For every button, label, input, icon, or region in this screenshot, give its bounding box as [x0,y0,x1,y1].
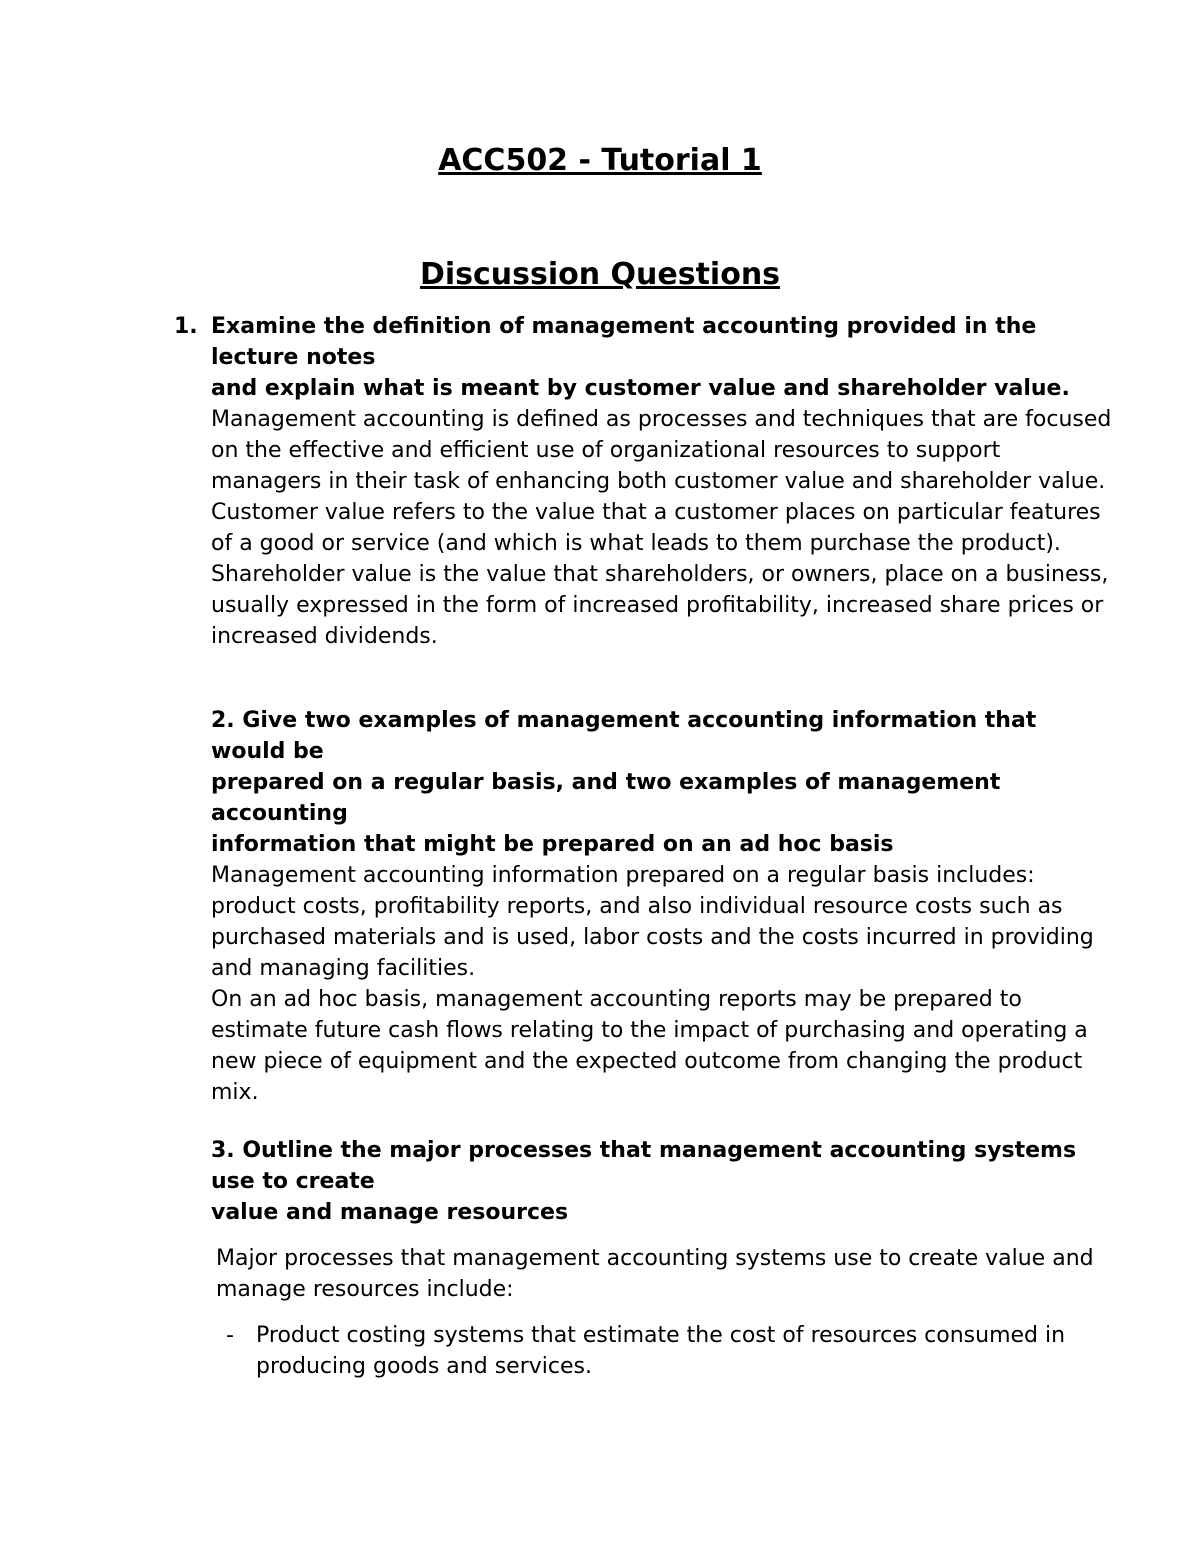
answer-line: Management accounting is defined as processes and techniques that are focused [211,407,1112,432]
question-1-text [211,311,1111,404]
answer-line: Major processes that management accounting systems use to create value and [216,1246,1094,1271]
answer-line: usually expressed in the form of increased profitability, increased share prices or [211,593,1104,618]
question-line: 3. Outline the major processes that management accounting systems [211,1138,1077,1163]
answer-line: mix. [211,1080,259,1105]
answer-2-text [211,860,1111,1108]
question-line: would be [211,739,324,764]
bullet-dash: - [226,1323,234,1348]
answer-line: and managing facilities. [211,956,476,981]
answer-line: product costs, profitability reports, and also individual resource costs such as [211,894,1063,919]
answer-line: manage resources include: [216,1277,514,1302]
question-3-text [211,1135,1111,1228]
answer-line: Shareholder value is the value that shareholders, or owners, place on a business, [211,562,1109,587]
question-2-text [211,705,1111,860]
answer-line: Management accounting information prepared on a regular basis includes: [211,863,1035,888]
question-line: accounting [211,801,348,826]
bullet-item [256,1320,1156,1382]
document-title: ACC502 - Tutorial 1 [438,143,762,178]
question-line: information that might be prepared on an ad hoc basis [211,832,894,857]
answer-line: purchased materials and is used, labor costs and the costs incurred in providing [211,925,1094,950]
document-subtitle: Discussion Questions [419,257,781,292]
answer-line: of a good or service (and which is what leads to them purchase the product). [211,531,1061,556]
answer-line: estimate future cash flows relating to the impact of purchasing and operating a [211,1018,1088,1043]
question-line: 2. Give two examples of management accounting information that [211,708,1037,733]
bullet-line: Product costing systems that estimate the cost of resources consumed in [256,1323,1066,1348]
bullet-line: producing goods and services. [256,1354,592,1379]
answer-line: new piece of equipment and the expected outcome from changing the product [211,1049,1083,1074]
answer-1-text [211,404,1111,652]
question-line: lecture notes [211,345,376,370]
answer-line: on the effective and efficient use of organizational resources to support [211,438,1001,463]
answer-line: Customer value refers to the value that a customer places on particular features [211,500,1101,525]
question-1-number: 1. [174,314,198,339]
question-line: prepared on a regular basis, and two examples of management [211,770,1001,795]
answer-3-text [216,1243,1116,1305]
question-line: Examine the definition of management accounting provided in the [211,314,1037,339]
question-line: and explain what is meant by customer value and shareholder value. [211,376,1070,401]
question-line: value and manage resources [211,1200,569,1225]
answer-line: On an ad hoc basis, management accounting reports may be prepared to [211,987,1022,1012]
answer-line: increased dividends. [211,624,438,649]
answer-line: managers in their task of enhancing both customer value and shareholder value. [211,469,1106,494]
question-line: use to create [211,1169,375,1194]
